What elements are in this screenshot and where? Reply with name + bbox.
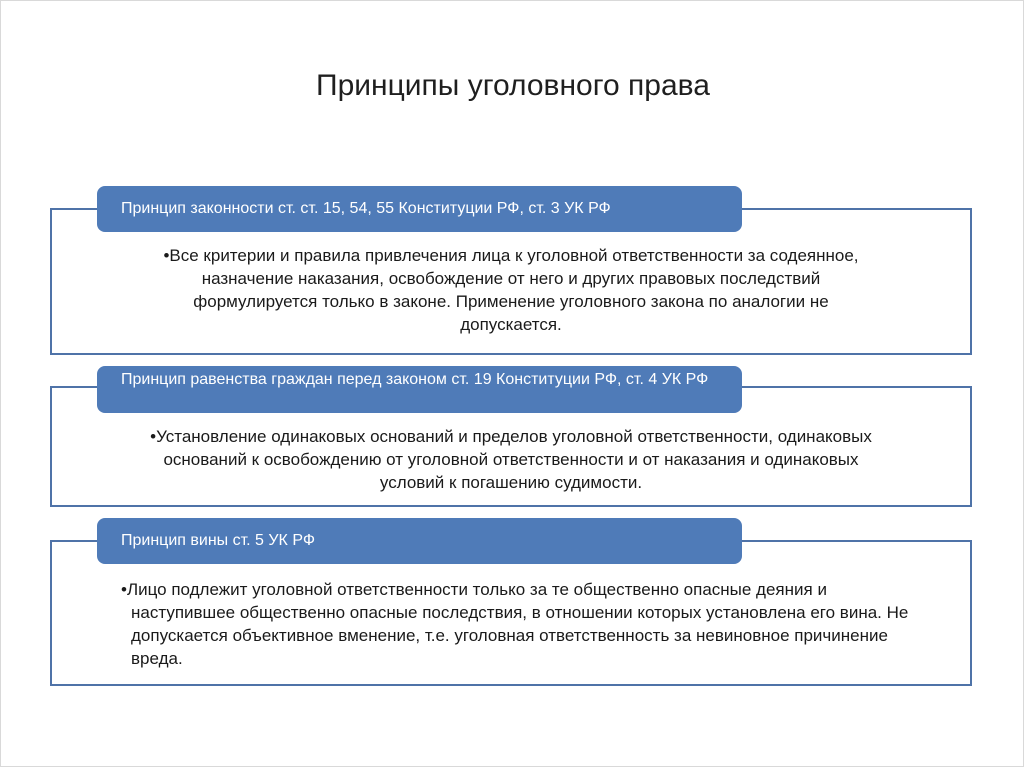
principle-equality-text (131, 425, 891, 494)
principle-guilt-description: Лицо подлежит уголовной ответственности только за те общественно опасные деяния и наступившее общественно опасные последствия, в отношении которых установлена его вина. Не допускается объективное вменение, т.е. уголовная ответственность за невиновное причинение вреда. (126, 580, 909, 668)
principle-guilt-text (121, 578, 911, 670)
principle-legality-header-label: Принцип законности ст. ст. 15, 54, 55 Конституции РФ, ст. 3 УК РФ (121, 200, 611, 217)
bullet-marker: • (150, 427, 157, 446)
principle-equality-header-label: Принцип равенства граждан перед законом ст. 19 Конституции РФ, ст. 4 УК РФ (121, 371, 709, 388)
principle-guilt-header-label: Принцип вины ст. 5 УК РФ (121, 532, 315, 549)
principle-legality-header (97, 186, 742, 232)
bullet-marker: • (163, 246, 170, 265)
principle-guilt-header (97, 518, 742, 564)
principle-legality-description: Все критерии и правила привлечения лица к уголовной ответственности за содеянное, назначение наказания, освобождение от него и других правовых последствий формулируется только в законе. Применение уголовного закона по аналогии не допускается. (169, 246, 859, 334)
principle-legality-text (141, 244, 881, 336)
bullet-marker: • (121, 580, 127, 599)
principle-equality-description: Установление одинаковых оснований и пределов уголовной ответственности, одинаковых оснований к освобождению от уголовной ответственности и от наказания и одинаковых условий к погашению судимости. (156, 427, 872, 492)
slide-title: Принципы уголовного права (316, 69, 710, 102)
principle-equality-header (97, 366, 742, 413)
